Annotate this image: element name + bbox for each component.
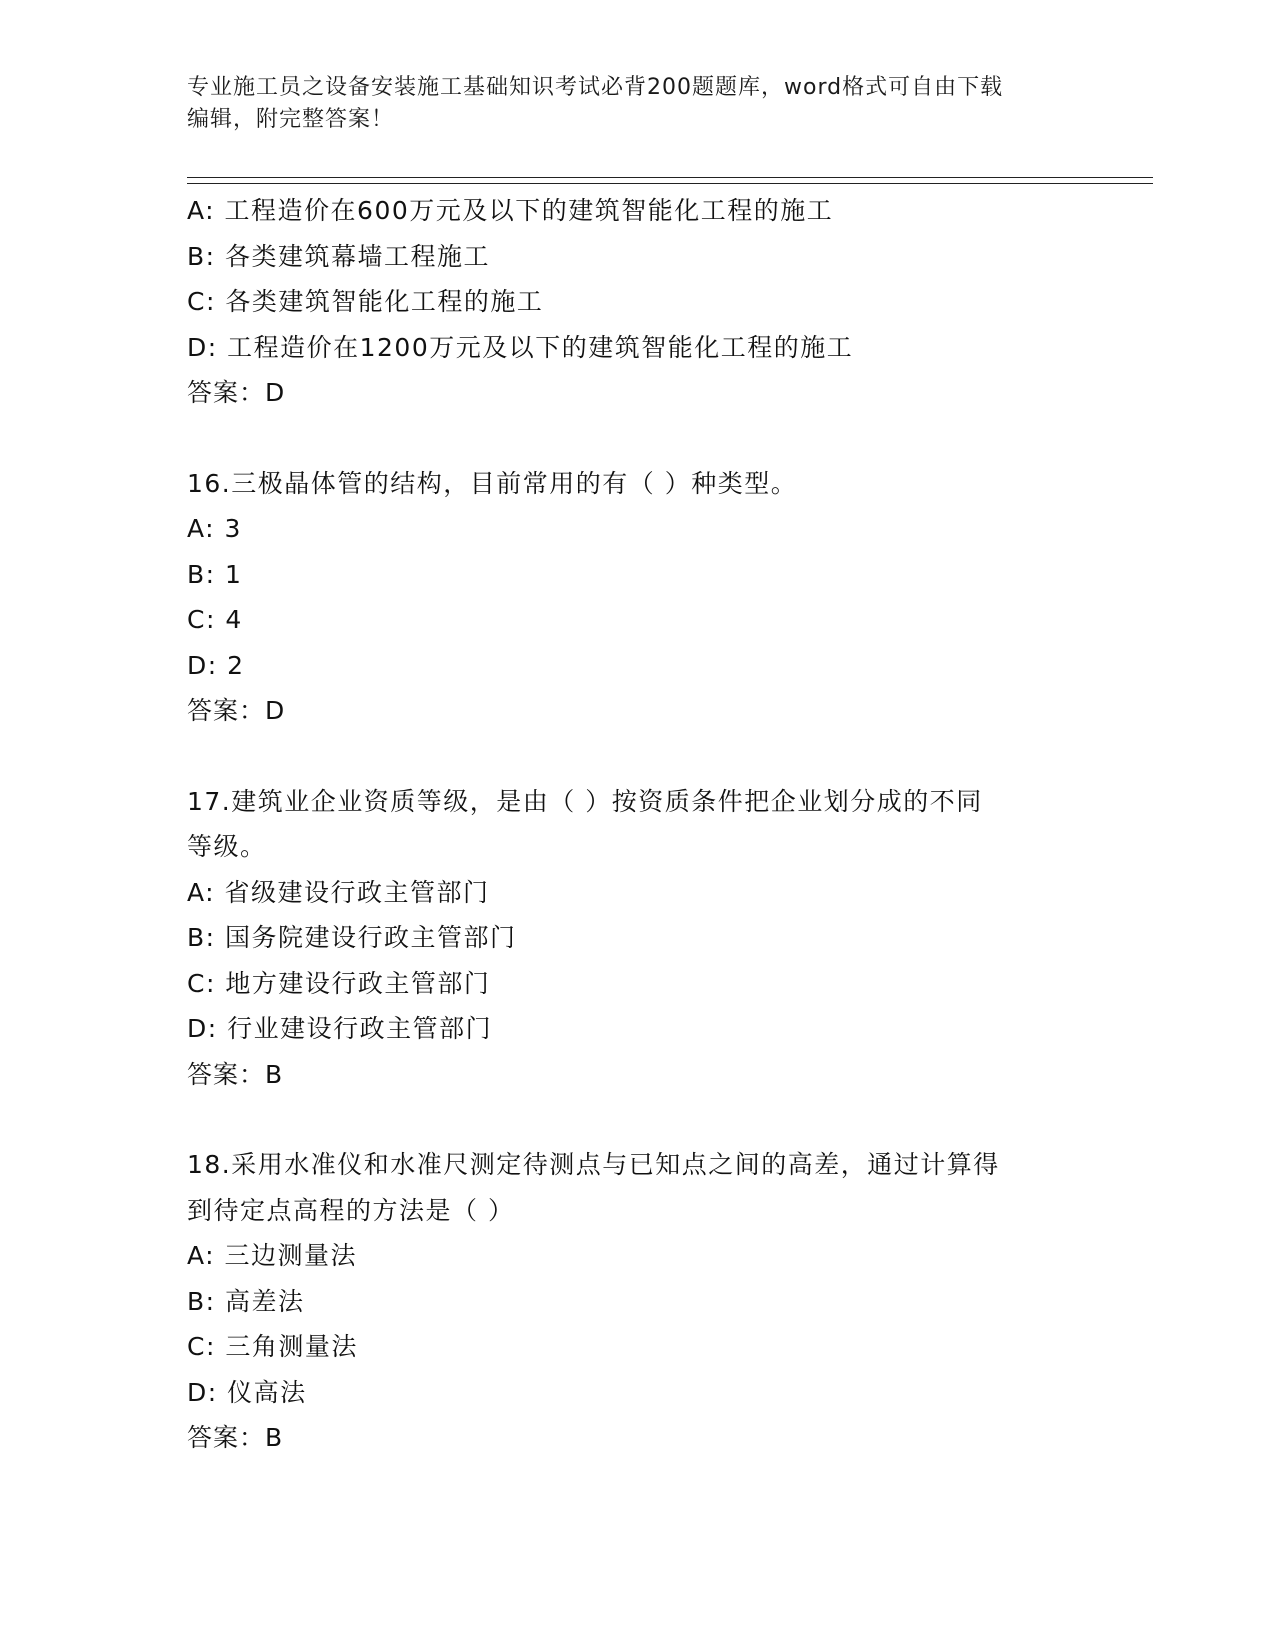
question-block-18 bbox=[187, 1142, 1087, 1461]
header-divider-bottom bbox=[187, 183, 1153, 184]
option-b: B: 1 bbox=[187, 559, 243, 589]
header-divider-top bbox=[187, 177, 1153, 178]
question-text: 16.三极晶体管的结构，目前常用的有（ ）种类型。 bbox=[187, 468, 798, 498]
question-text-line-1: 17.建筑业企业资质等级，是由（ ）按资质条件把企业划分成的不同 bbox=[187, 786, 983, 816]
question-text-line-2: 到待定点高程的方法是（ ） bbox=[187, 1195, 515, 1225]
option-c: C: 各类建筑智能化工程的施工 bbox=[187, 287, 544, 316]
answer-label: 答案：B bbox=[187, 1423, 284, 1452]
spacer bbox=[187, 1097, 1087, 1142]
option-c: C: 4 bbox=[187, 605, 243, 634]
option-d: D: 工程造价在1200万元及以下的建筑智能化工程的施工 bbox=[187, 332, 854, 362]
question-block-16 bbox=[187, 461, 1087, 734]
header-line-2: 编辑，附完整答案！ bbox=[187, 107, 395, 132]
option-a: A: 省级建设行政主管部门 bbox=[187, 877, 490, 907]
option-d: D: 2 bbox=[187, 650, 245, 680]
spacer bbox=[187, 416, 1087, 461]
option-c: C: 三角测量法 bbox=[187, 1332, 358, 1361]
answer-label: 答案：B bbox=[187, 1059, 284, 1089]
document-header bbox=[187, 72, 1077, 136]
option-c: C: 地方建设行政主管部门 bbox=[187, 968, 491, 998]
option-b: B: 各类建筑幕墙工程施工 bbox=[187, 241, 491, 271]
answer-label: 答案：D bbox=[187, 696, 286, 725]
answer-label: 答案：D bbox=[187, 378, 286, 407]
spacer bbox=[187, 734, 1087, 779]
option-b: B: 国务院建设行政主管部门 bbox=[187, 923, 517, 952]
question-text-line-1: 18.采用水准仪和水准尺测定待测点与已知点之间的高差，通过计算得 bbox=[187, 1150, 1000, 1179]
question-list bbox=[187, 188, 1087, 1461]
option-a: A: 3 bbox=[187, 514, 242, 543]
option-d: D: 行业建设行政主管部门 bbox=[187, 1014, 493, 1043]
question-block-15 bbox=[187, 188, 1087, 416]
option-a: A: 工程造价在600万元及以下的建筑智能化工程的施工 bbox=[187, 196, 834, 225]
option-d: D: 仪高法 bbox=[187, 1377, 307, 1407]
question-block-17 bbox=[187, 779, 1087, 1098]
option-a: A: 三边测量法 bbox=[187, 1241, 358, 1270]
option-b: B: 高差法 bbox=[187, 1286, 305, 1316]
question-text-line-2: 等级。 bbox=[187, 832, 267, 861]
header-line-1: 专业施工员之设备安装施工基础知识考试必背200题题库，word格式可自由下载 bbox=[187, 75, 1004, 100]
